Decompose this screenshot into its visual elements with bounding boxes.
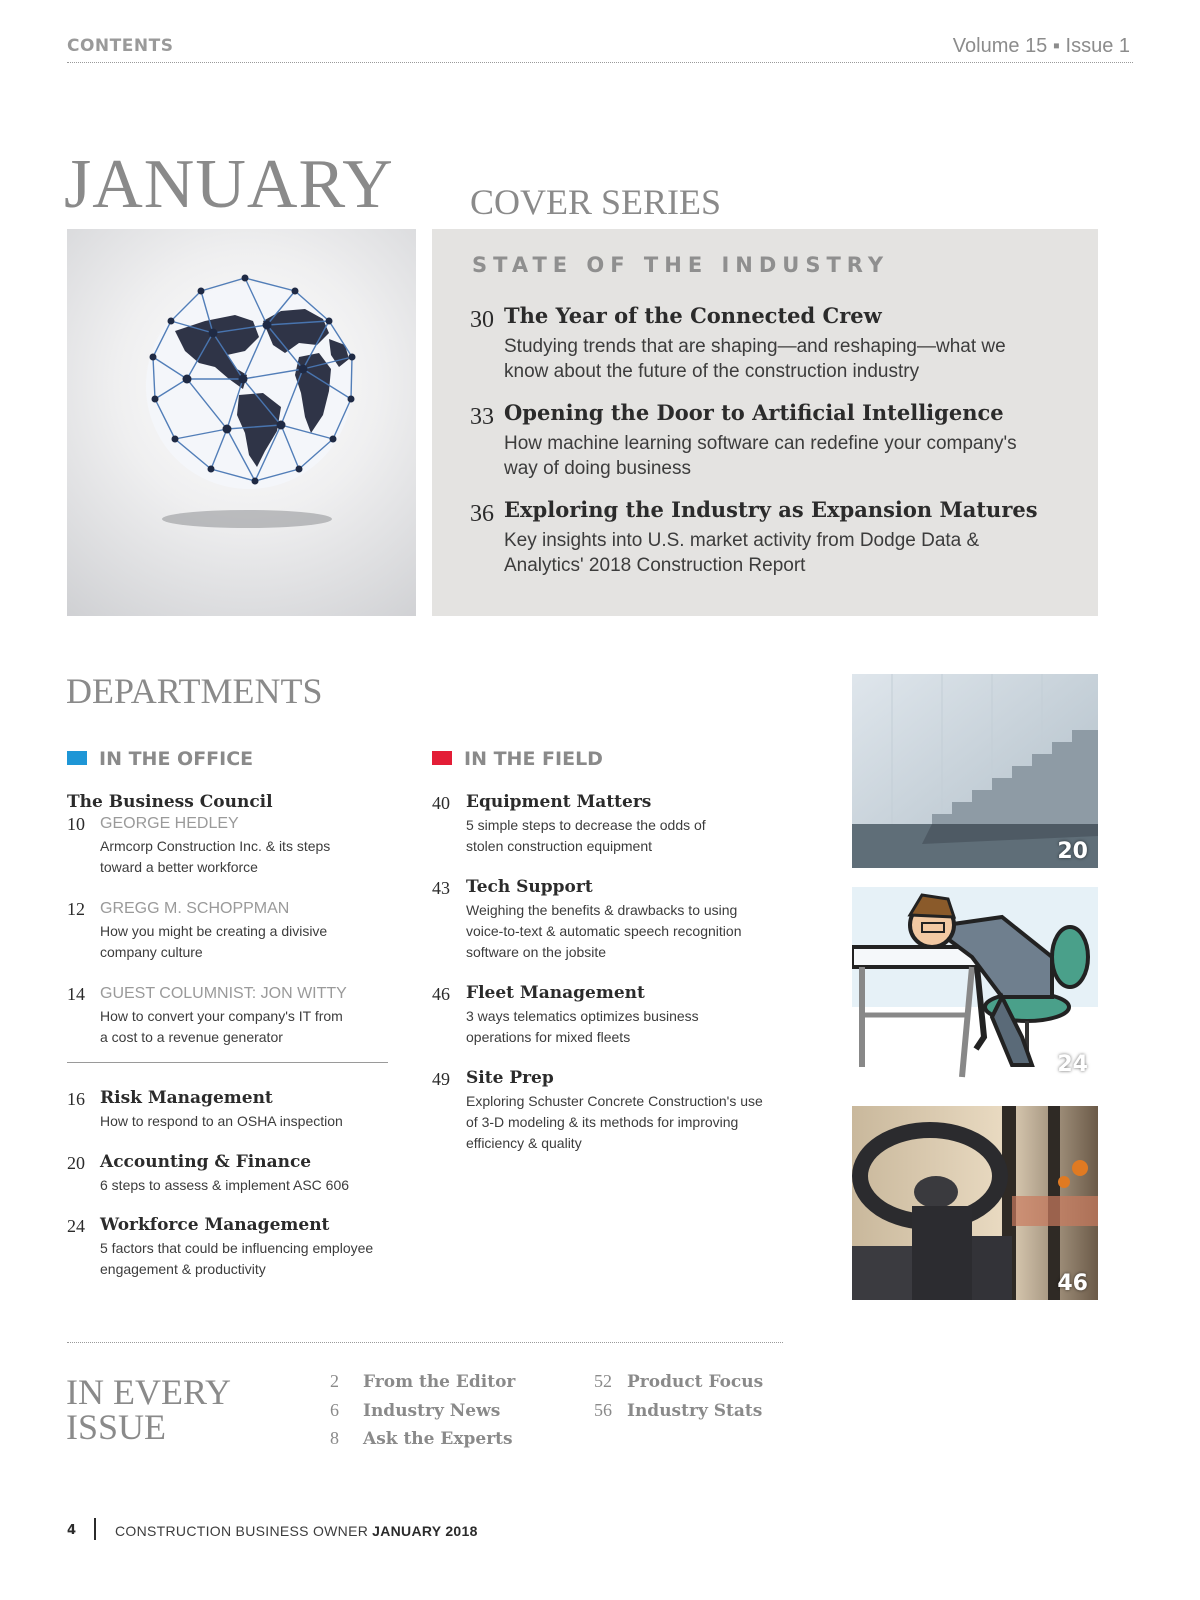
entry-desc: 3 ways telematics optimizes business operations for mixed fleets [466,1008,699,1045]
month-title: JANUARY [64,146,394,223]
columnist-name: GEORGE HEDLEY [100,815,239,832]
cover-item-desc: How machine learning software can redefine your company's way of doing business [504,433,1017,479]
entry-title: Tech Support [466,877,593,897]
photo-page-number: 24 [1057,1052,1088,1077]
every-issue-label: From the Editor [363,1372,516,1392]
footer-issue-date: JANUARY 2018 [372,1523,478,1539]
entry-title: Risk Management [100,1088,273,1108]
entry-page: 12 [67,899,85,919]
footer-separator [94,1518,96,1540]
entry-page: 10 [67,814,85,834]
entry-desc: Weighing the benefits & drawbacks to using voice-to-text & automatic speech recognition software on the jobsite [466,902,742,960]
photo-page-number: 20 [1057,839,1088,864]
entry-title: Accounting & Finance [100,1152,312,1172]
cover-item-title: Opening the Door to Artificial Intelligence [504,400,1004,425]
every-issue-item[interactable] [330,1400,500,1421]
every-issue-item[interactable] [330,1428,513,1449]
every-issue-title-line2: ISSUE [66,1407,167,1447]
office-divider [67,1062,388,1063]
every-issue-item[interactable] [594,1371,763,1392]
every-issue-label: Industry News [363,1401,501,1421]
entry-desc: How to respond to an OSHA inspection [100,1113,343,1129]
entry-title: Equipment Matters [466,792,652,812]
entry-page: 16 [67,1089,85,1109]
every-issue-divider [67,1342,783,1343]
volume-issue: Volume 15 ▪ Issue 1 [952,35,1130,57]
field-color-square [432,751,452,765]
photo-tired-worker[interactable] [852,887,1098,1081]
cover-item-desc: Key insights into U.S. market activity from Dodge Data & Analytics' 2018 Construction Report [504,530,980,576]
entry-title: Workforce Management [100,1215,330,1235]
every-issue-page: 52 [594,1371,612,1391]
cover-item-page: 33 [470,404,494,430]
office-color-square [67,751,87,765]
footer-publication-name: CONSTRUCTION BUSINESS OWNER [115,1523,369,1539]
cover-item-page: 36 [470,501,494,527]
cover-item-desc: Studying trends that are shaping—and reshaping—what we know about the future of the construction industry [504,336,1006,382]
cover-item-title: The Year of the Connected Crew [504,303,882,328]
globe-illustration [67,229,416,616]
every-issue-page: 56 [594,1400,612,1420]
section-label: CONTENTS [67,36,174,56]
header-divider [67,62,1133,63]
photo-forklift-seat[interactable] [852,1106,1098,1300]
columnist-name: GREGG M. SCHOPPMAN [100,900,290,917]
every-issue-title [66,1372,231,1447]
every-issue-page: 8 [330,1428,339,1448]
entry-page: 46 [432,984,450,1004]
in-the-field-heading [432,748,603,770]
entry-desc: 5 factors that could be influencing employee engagement & productivity [100,1240,374,1277]
in-the-office-heading [67,748,253,770]
business-council-title: The Business Council [67,792,273,812]
every-issue-label: Product Focus [627,1372,764,1392]
entry-title: Site Prep [466,1068,554,1088]
every-issue-title-line1: IN EVERY [66,1372,231,1412]
entry-desc: 6 steps to assess & implement ASC 606 [100,1177,350,1193]
entry-page: 40 [432,793,450,813]
cover-item-title: Exploring the Industry as Expansion Matures [504,497,1038,522]
globe-image [67,229,416,616]
every-issue-label: Ask the Experts [363,1429,513,1449]
entry-desc: Exploring Schuster Concrete Construction's use of 3-D modeling & its methods for improving efficiency & quality [466,1093,763,1151]
footer-page-number: 4 [67,1523,77,1538]
cover-series-title: COVER SERIES [470,182,722,222]
entry-title: Fleet Management [466,983,645,1003]
field-heading-label: IN THE FIELD [464,748,603,770]
cover-item-page: 30 [470,307,494,333]
entry-page: 20 [67,1153,85,1173]
cover-series-box [432,229,1098,616]
entry-desc: How you might be creating a divisive company culture [100,923,328,960]
entry-page: 24 [67,1216,85,1236]
footer-publication [115,1523,478,1539]
departments-title: DEPARTMENTS [66,671,323,711]
photo-stairs[interactable] [852,674,1098,868]
entry-page: 43 [432,878,450,898]
columnist-name: GUEST COLUMNIST: JON WITTY [100,985,347,1002]
every-issue-page: 2 [330,1371,339,1391]
photo-page-number: 46 [1057,1271,1088,1296]
entry-desc: How to convert your company's IT from a cost to a revenue generator [100,1008,343,1045]
every-issue-item[interactable] [594,1400,762,1421]
every-issue-label: Industry Stats [627,1401,763,1421]
entry-desc: 5 simple steps to decrease the odds of stolen construction equipment [466,817,706,854]
entry-desc: Armcorp Construction Inc. & its steps toward a better workforce [100,838,331,875]
entry-page: 49 [432,1069,450,1089]
office-heading-label: IN THE OFFICE [99,748,254,770]
cover-series-subtitle: STATE OF THE INDUSTRY [472,253,890,277]
every-issue-item[interactable] [330,1371,515,1392]
every-issue-page: 6 [330,1400,339,1420]
entry-page: 14 [67,984,85,1004]
